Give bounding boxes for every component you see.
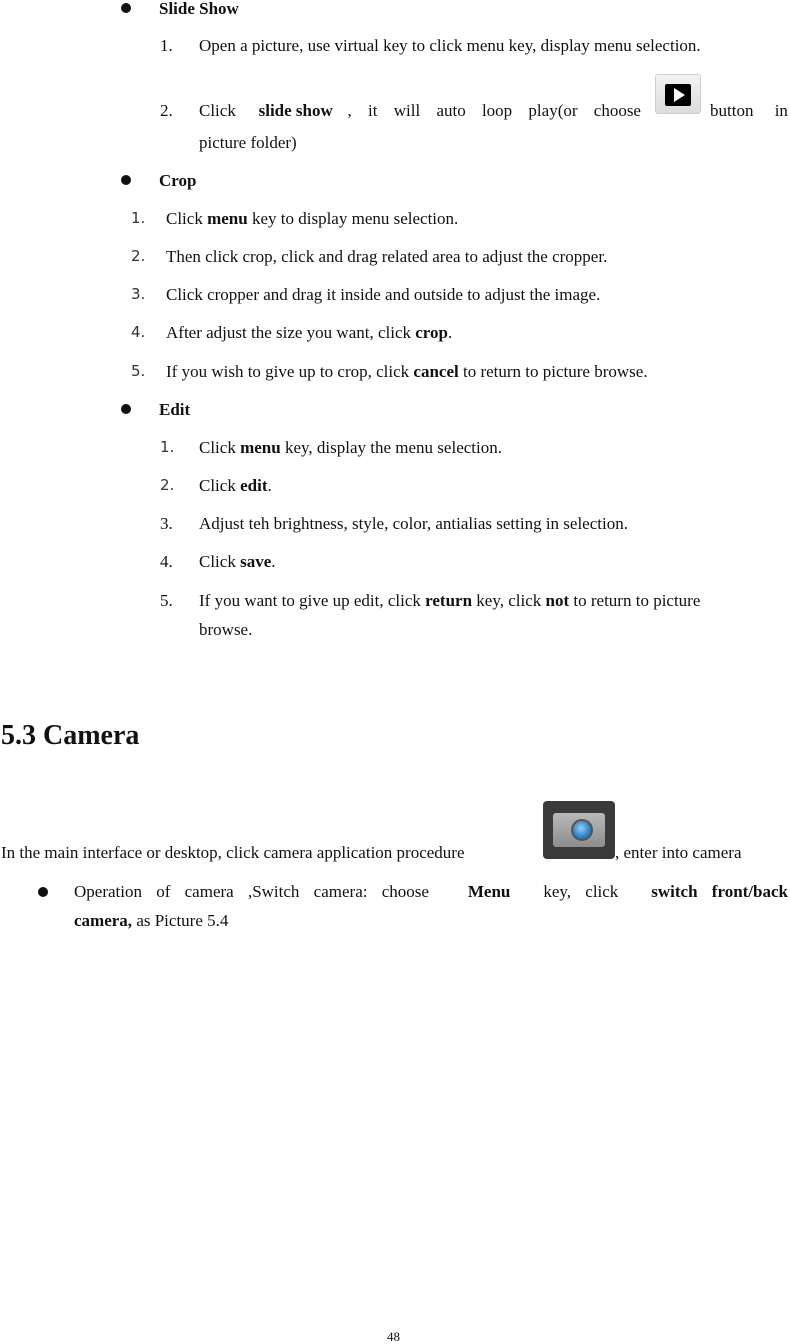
list-item-text: Click save. — [199, 552, 276, 571]
list-number: 4. — [131, 323, 146, 341]
bullet-icon — [121, 3, 131, 13]
list-item-text: Click edit. — [199, 476, 272, 495]
intro-text: In the main interface or desktop, click camera application procedure — [1, 843, 465, 862]
page-number: 48 — [387, 1329, 400, 1344]
operation-text — [74, 883, 788, 900]
list-item-text: If you wish to give up to crop, click cancel to return to picture browse. — [166, 362, 648, 381]
list-item-text: Click menu key to display menu selection. — [166, 209, 459, 228]
list-number: 1. — [160, 36, 173, 55]
section-title: 5.3 Camera — [1, 720, 140, 751]
bullet-icon — [38, 887, 48, 897]
list-item-text: Adjust teh brightness, style, color, antialias setting in selection. — [199, 514, 628, 533]
list-number: 5. — [131, 362, 146, 380]
text-run: Click — [199, 101, 236, 120]
intro-text: , enter into camera — [615, 843, 742, 862]
list-number: 2. — [160, 476, 175, 494]
list-number: 2. — [131, 247, 146, 265]
slideshow-heading: Slide Show — [159, 0, 239, 18]
bullet-icon — [121, 404, 131, 414]
list-number: 1. — [160, 438, 175, 456]
text-bold: Menu — [467, 882, 511, 901]
list-item-text: picture folder) — [199, 133, 297, 152]
list-number: 4. — [160, 552, 173, 571]
camera-app-icon — [543, 801, 615, 859]
operation-text: camera, as Picture 5.4 — [74, 911, 229, 930]
edit-heading: Edit — [159, 400, 191, 419]
list-number: 2. — [160, 101, 173, 120]
list-number: 3. — [131, 285, 146, 303]
list-number: 3. — [160, 514, 173, 533]
text-bold: switch front/back — [651, 882, 788, 901]
list-item-text: After adjust the size you want, click crop. — [166, 323, 453, 342]
list-item-text — [199, 102, 641, 119]
play-button-icon — [655, 74, 701, 114]
text-bold: slide show — [258, 101, 333, 120]
list-item-text: browse. — [199, 620, 253, 639]
list-number: 1. — [131, 209, 146, 227]
list-item-text: Then click crop, click and drag related area to adjust the cropper. — [166, 247, 608, 266]
list-number: 5. — [160, 591, 173, 610]
list-item-text: Open a picture, use virtual key to click menu key, display menu selection. — [199, 36, 701, 55]
list-item-text: Click menu key, display the menu selection. — [199, 438, 502, 457]
bullet-icon — [121, 175, 131, 185]
crop-heading: Crop — [159, 171, 197, 190]
list-item-text: Click cropper and drag it inside and outside to adjust the image. — [166, 285, 601, 304]
text-run: Operation of camera ,Switch camera: choose — [74, 882, 429, 901]
text-run: key, click — [543, 882, 619, 901]
list-item-text: If you want to give up edit, click return key, click not to return to picture — [199, 591, 701, 610]
text-run: , it will auto loop play(or choose — [347, 101, 641, 120]
list-item-text: button in — [710, 101, 788, 120]
